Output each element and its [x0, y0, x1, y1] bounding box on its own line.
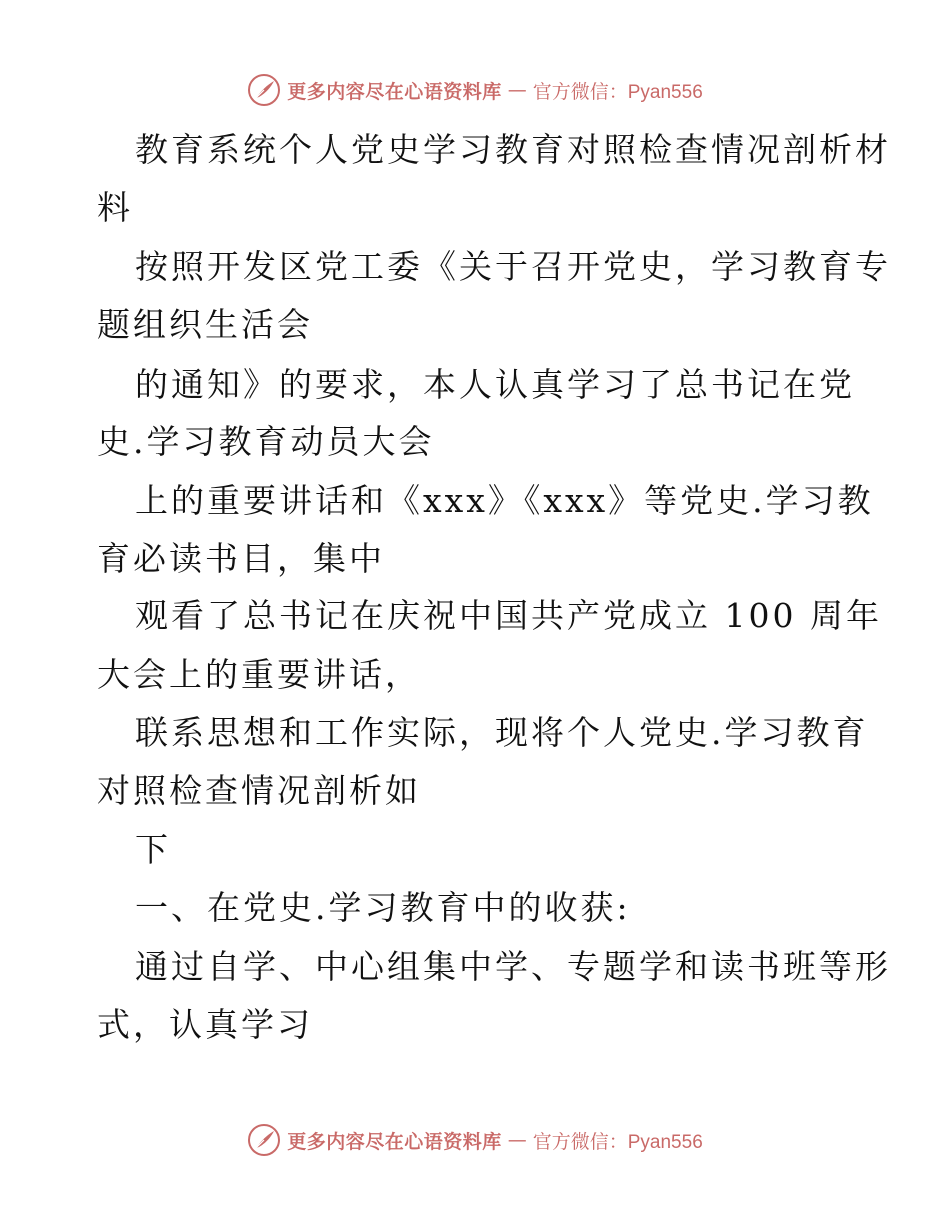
- paragraph-line: 育必读书目，集中: [97, 539, 385, 578]
- section-heading: 一、在党史.学习教育中的收获:: [135, 888, 631, 927]
- header-watermark: [0, 70, 950, 110]
- paragraph-line: 大会上的重要讲话，: [97, 655, 421, 694]
- paragraph-line: 观看了总书记在庆祝中国共产党成立 100 周年: [135, 596, 882, 635]
- paragraph-line: 题组织生活会: [97, 305, 313, 344]
- paragraph-line: 对照检查情况剖析如: [97, 771, 421, 810]
- paragraph-line: 通过自学、中心组集中学、专题学和读书班等形: [135, 947, 891, 986]
- header-brand-text: 更多内容尽在心语资料库: [287, 80, 502, 103]
- quill-logo-icon: [247, 1123, 281, 1157]
- paragraph-line: 按照开发区党工委《关于召开党史，学习教育专: [135, 247, 891, 286]
- header-account-text: 官方微信：Pyan556: [532, 81, 703, 103]
- header-separator: —: [507, 79, 527, 101]
- paragraph-line: 联系思想和工作实际，现将个人党史.学习教育: [135, 713, 869, 752]
- paragraph-line: 史.学习教育动员大会: [97, 422, 435, 461]
- paragraph-line: 上的重要讲话和《xxx》《xxx》等党史.学习教: [135, 481, 874, 520]
- footer-watermark: [0, 1120, 950, 1160]
- paragraph-line: 的通知》的要求，本人认真学习了总书记在党: [135, 365, 855, 404]
- footer-brand-text: 更多内容尽在心语资料库: [287, 1130, 502, 1153]
- paragraph-line: 下: [135, 830, 171, 869]
- document-title-line-1: 教育系统个人党史学习教育对照检查情况剖析材: [135, 130, 891, 169]
- quill-logo-icon: [247, 73, 281, 107]
- document-title-line-2: 料: [97, 188, 133, 227]
- footer-separator: —: [507, 1129, 527, 1151]
- footer-account-text: 官方微信：Pyan556: [532, 1131, 703, 1153]
- paragraph-line: 式，认真学习: [97, 1005, 313, 1044]
